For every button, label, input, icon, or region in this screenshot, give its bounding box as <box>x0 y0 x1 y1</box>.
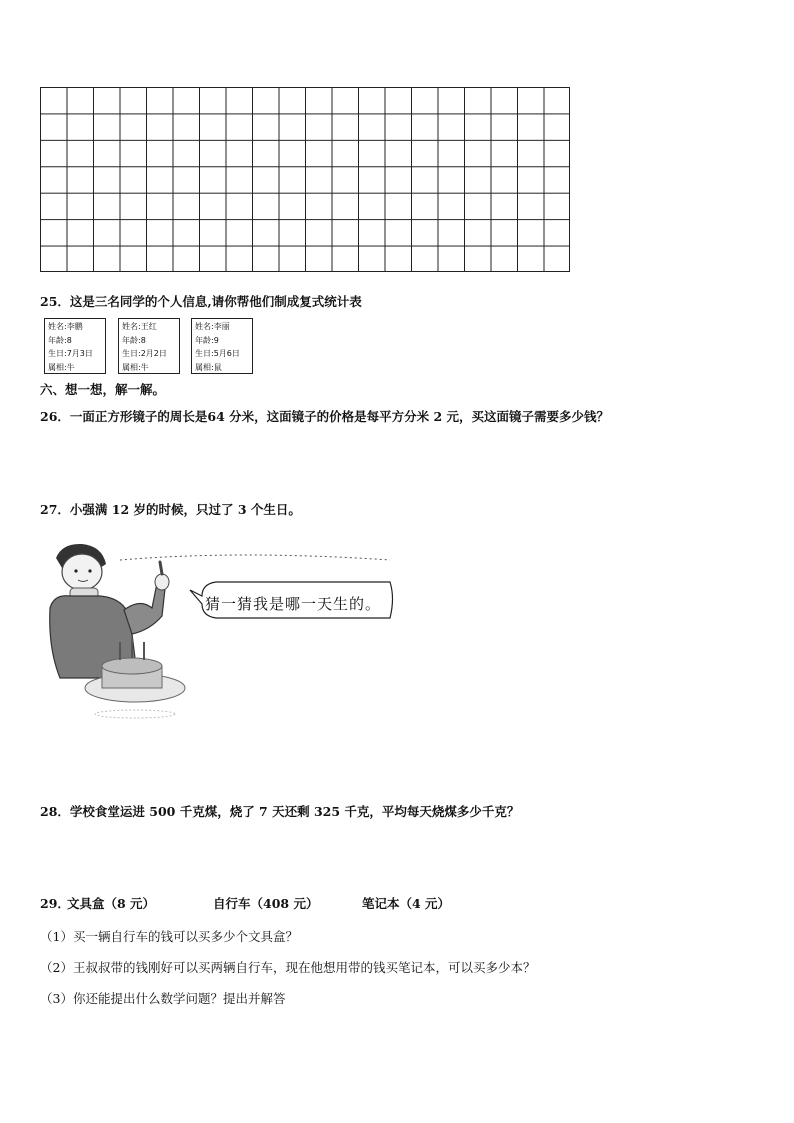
question-29-sub2: （2）王叔叔带的钱刚好可以买两辆自行车，现在他想用带的钱买笔记本，可以买多少本？ <box>40 960 536 975</box>
boy-illustration <box>40 538 395 723</box>
card-birthday: 生日:5月6日 <box>195 349 240 358</box>
item-bicycle: 自行车（408 元） <box>213 896 319 911</box>
card-name: 姓名:李鹏 <box>48 322 83 331</box>
question-25: 25．这是三名同学的个人信息,请你帮他们制成复式统计表 <box>40 294 362 309</box>
card-zodiac: 属相:牛 <box>122 362 149 372</box>
item-notebook: 笔记本（4 元） <box>362 896 451 911</box>
info-card-1 <box>44 318 106 374</box>
question-29-number: 29． <box>40 896 70 911</box>
card-name: 姓名:王红 <box>122 322 157 331</box>
question-28: 28．学校食堂运进 500 千克煤，烧了 7 天还剩 325 千克，平均每天烧煤多少千克？ <box>40 804 520 819</box>
card-age: 年龄:9 <box>195 335 219 345</box>
card-age: 年龄:8 <box>122 335 146 345</box>
card-age: 年龄:8 <box>48 335 72 345</box>
card-zodiac: 属相:鼠 <box>195 362 222 372</box>
item-pencil-case: 文具盒（8 元） <box>67 896 156 911</box>
question-26: 26．一面正方形镜子的周长是64 分米，这面镜子的价格是每平方分米 2 元，买这面镜子需要多少钱？ <box>40 409 610 424</box>
question-29-sub1: （1）买一辆自行车的钱可以买多少个文具盒？ <box>40 929 298 944</box>
info-card-2 <box>118 318 180 374</box>
speech-bubble-text: 猜一猜我是哪一天生的。 <box>205 595 382 613</box>
section-six-heading: 六、想一想，解一解。 <box>40 382 166 397</box>
question-27: 27．小强满 12 岁的时候，只过了 3 个生日。 <box>40 502 301 517</box>
card-birthday: 生日:2月2日 <box>122 349 167 358</box>
card-birthday: 生日:7月3日 <box>48 349 93 358</box>
info-card-3 <box>191 318 253 374</box>
answer-grid <box>40 87 570 272</box>
card-zodiac: 属相:牛 <box>48 362 75 372</box>
card-name: 姓名:李丽 <box>195 322 230 331</box>
question-29-sub3: （3）你还能提出什么数学问题？提出并解答 <box>40 991 286 1006</box>
